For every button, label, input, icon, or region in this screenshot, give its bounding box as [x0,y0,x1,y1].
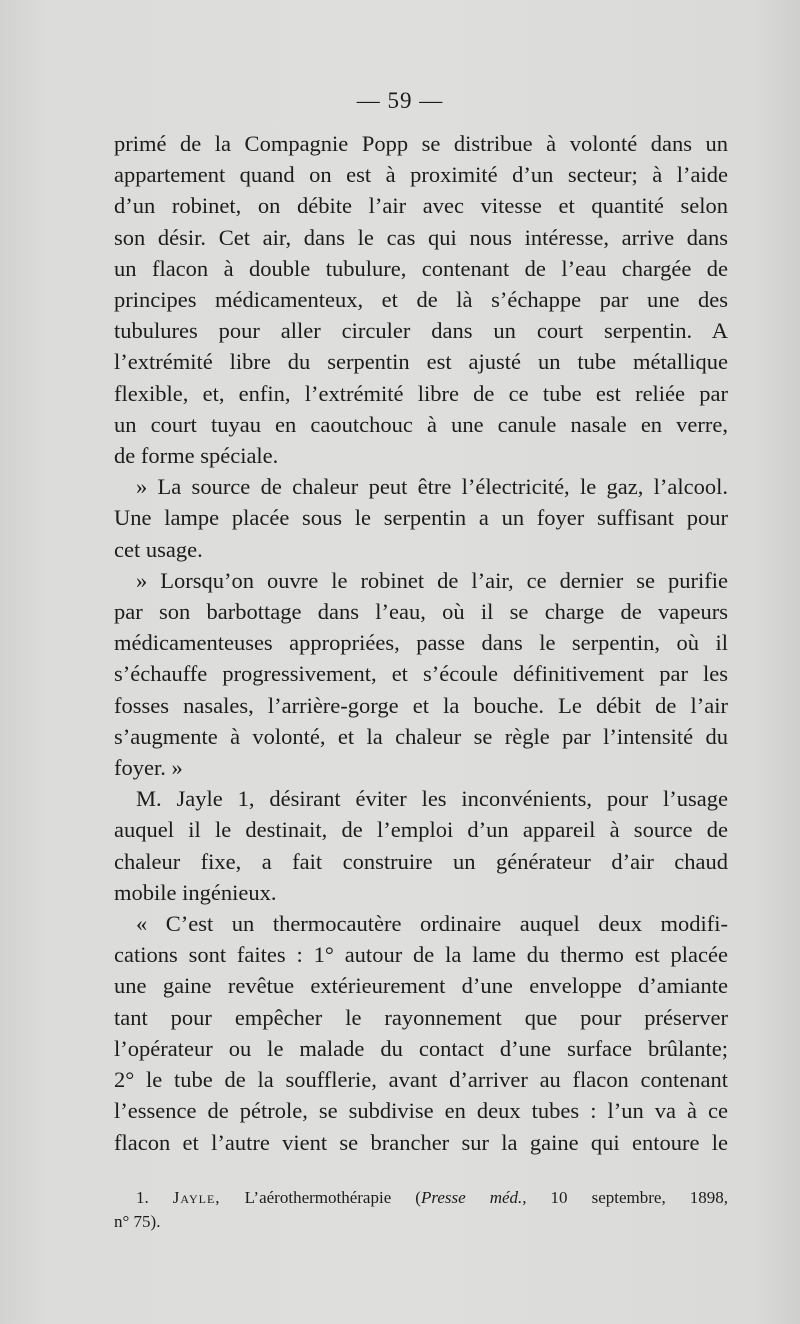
text-line: s’échauffe progressivement, et s’écoule définitivement par les [114,661,728,687]
text-line: tubulures pour aller circuler dans un court serpentin. A [114,318,728,344]
page-number: — 59 — [356,88,444,113]
text-line: un court tuyau en caoutchouc à une canule nasale en verre, [114,411,728,437]
text-line: flexible, et, enfin, l’extrémité libre de ce tube est reliée par [114,380,728,406]
body-text [114,128,728,1158]
footnote-author: Jayle, [172,1188,221,1207]
text-line: » Lorsqu’on ouvre le robinet de l’air, ce dernier se purifie [136,567,728,593]
text-line: » La source de chaleur peut être l’électricité, le gaz, l’alcool. [136,474,728,500]
text-line: tant pour empêcher le rayonnement que pour préserver [114,1004,728,1030]
text-line: l’extrémité libre du serpentin est ajusté un tube métallique [114,349,728,375]
footnote-line [114,1186,728,1210]
text-line: médicamenteuses appropriées, passe dans le serpentin, où il [114,630,728,656]
text-line: cations sont faites : 1° autour de la lame du thermo est placée [114,942,728,968]
footnote [114,1186,728,1234]
text-line: M. Jayle 1, désirant éviter les inconvénients, pour l’usage [136,786,728,812]
footnote-line: n° 75). [114,1212,161,1231]
text-line: appartement quand on est à proximité d’un secteur; à l’aide [114,162,728,188]
text-line: l’opérateur ou le malade du contact d’une surface brûlante; [114,1035,728,1061]
text-line: cet usage. [114,536,203,562]
text-line: fosses nasales, l’arrière-gorge et la bouche. Le débit de l’air [114,692,728,718]
text-line: mobile ingénieux. [114,879,277,905]
text-line: 2° le tube de la soufflerie, avant d’arriver au flacon contenant [114,1067,728,1093]
text-line: de forme spéciale. [114,443,279,469]
text-line: son désir. Cet air, dans le cas qui nous intéresse, arrive dans [114,224,728,250]
text-line: foyer. » [114,755,183,781]
text-line: Une lampe placée sous le serpentin a un foyer suffisant pour [114,505,728,531]
text-line: « C’est un thermocautère ordinaire auquel deux modifi- [136,911,728,937]
text-line: l’essence de pétrole, se subdivise en deux tubes : l’un va à ce [114,1098,728,1124]
text-line: s’augmente à volonté, et la chaleur se règle par l’intensité du [114,723,728,749]
footnote-journal: Presse méd., [420,1188,527,1207]
text-line: principes médicamenteux, et de là s’échappe par une des [114,287,728,313]
text-line: d’un robinet, on débite l’air avec vitesse et quantité selon [114,193,728,219]
text-line: une gaine revêtue extérieurement d’une enveloppe d’amiante [114,973,728,999]
text-line: par son barbottage dans l’eau, où il se charge de vapeurs [114,599,728,625]
text-line: chaleur fixe, a fait construire un générateur d’air chaud [114,848,728,874]
footnote-number: 1. [136,1188,149,1207]
footnote-title: L’aérothermothérapie ( [244,1188,421,1207]
text-line: auquel il le destinait, de l’emploi d’un appareil à source de [114,817,728,843]
text-line: un flacon à double tubulure, contenant de l’eau chargée de [114,255,728,281]
footnote-rest: 10 septembre, 1898, [526,1188,729,1207]
text-line: primé de la Compagnie Popp se distribue à volonté dans un [114,131,728,156]
text-line: flacon et l’autre vient se brancher sur la gaine qui entoure le [114,1129,728,1155]
